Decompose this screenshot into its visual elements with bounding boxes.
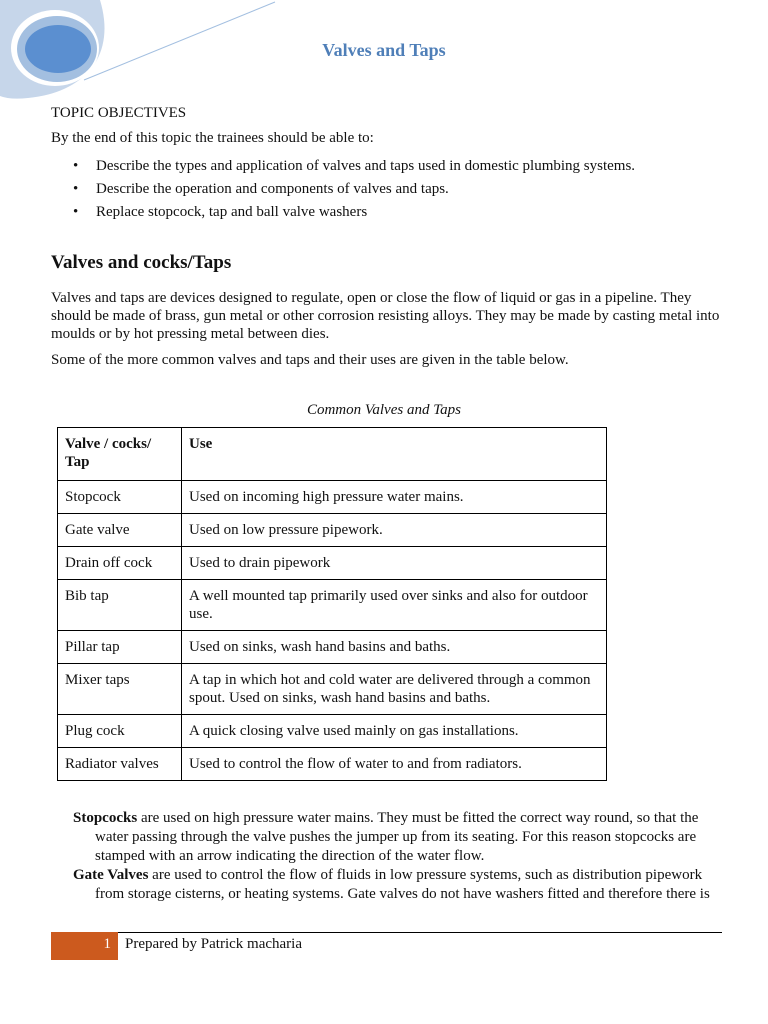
table-row (58, 748, 607, 781)
bullet-icon: • (73, 181, 79, 197)
table-cell-name: Gate valve (58, 514, 182, 547)
table-cell-name: Pillar tap (58, 631, 182, 664)
table-cell-name: Mixer taps (58, 664, 182, 715)
table-cell-name: Plug cock (58, 715, 182, 748)
section-heading: Valves and cocks/Taps (51, 252, 232, 273)
stopcocks-text-rest: water passing through the valve pushes the jumper up from its seating. For this reason stopcocks are stamped with an arrow indicating the direction of the water flow. (95, 829, 697, 864)
table-intro-paragraph: Some of the more common valves and taps and their uses are given in the table below. (51, 352, 569, 368)
valves-table (57, 427, 607, 781)
table-cell-use: Used to drain pipework (182, 547, 607, 580)
table-row (58, 547, 607, 580)
objectives-intro: By the end of this topic the trainees should be able to: (51, 130, 374, 146)
table-cell-name: Radiator valves (58, 748, 182, 781)
table-row (58, 481, 607, 514)
table-cell-name: Bib tap (58, 580, 182, 631)
column-header-use: Use (182, 428, 607, 481)
table-cell-name: Stopcock (58, 481, 182, 514)
gate-valves-term: Gate Valves (73, 867, 149, 883)
table-row (58, 664, 607, 715)
objectives-heading: TOPIC OBJECTIVES (51, 105, 187, 121)
table-row (58, 580, 607, 631)
bullet-icon: • (73, 204, 79, 220)
gate-valves-description (73, 866, 723, 904)
gate-valves-text-first: are used to control the flow of fluids in low pressure systems, such as distribution pipework (148, 867, 703, 883)
list-item-text: Replace stopcock, tap and ball valve washers (96, 204, 368, 220)
stopcocks-term: Stopcocks (73, 810, 138, 826)
footer-divider (118, 932, 722, 933)
table-cell-name: Drain off cock (58, 547, 182, 580)
table-cell-use: A tap in which hot and cold water are delivered through a common spout. Used on sinks, wash hand basins and baths. (182, 664, 607, 715)
table-header-row (58, 428, 607, 481)
objectives-list (51, 157, 635, 226)
stopcocks-description (73, 809, 723, 866)
table-row (58, 631, 607, 664)
table-row (58, 514, 607, 547)
table-cell-use: Used to control the flow of water to and from radiators. (182, 748, 607, 781)
footer-author: Prepared by Patrick macharia (125, 936, 303, 952)
table-cell-use: Used on incoming high pressure water mains. (182, 481, 607, 514)
stopcocks-text-first: are used on high pressure water mains. They must be fitted the correct way round, so that the (137, 810, 699, 826)
table-caption: Common Valves and Taps (306, 402, 462, 418)
list-item-text: Describe the operation and components of valves and taps. (96, 181, 449, 197)
gate-valves-text-rest: from storage cisterns, or heating systems. Gate valves do not have washers fitted and therefore there is (95, 886, 710, 902)
table-row (58, 715, 607, 748)
list-item (51, 180, 635, 203)
table-cell-use: Used on low pressure pipework. (182, 514, 607, 547)
table-cell-use: A well mounted tap primarily used over sinks and also for outdoor use. (182, 580, 607, 631)
page-header-title: Valves and Taps (322, 40, 446, 60)
intro-paragraph: Valves and taps are devices designed to regulate, open or close the flow of liquid or gas in a pipeline. They should be made of brass, gun metal or other corrosion resisting alloys. They may be made by casting metal into moulds or by hot pressing metal between dies. (51, 290, 720, 342)
list-item-text: Describe the types and application of valves and taps used in domestic plumbing systems. (96, 158, 636, 174)
list-item (51, 157, 635, 180)
bullet-icon: • (73, 158, 79, 174)
page-number: 1 (103, 936, 111, 952)
list-item (51, 203, 635, 226)
table-cell-use: A quick closing valve used mainly on gas installations. (182, 715, 607, 748)
table-cell-use: Used on sinks, wash hand basins and baths. (182, 631, 607, 664)
column-header-valve: Valve / cocks/ Tap (58, 428, 182, 481)
